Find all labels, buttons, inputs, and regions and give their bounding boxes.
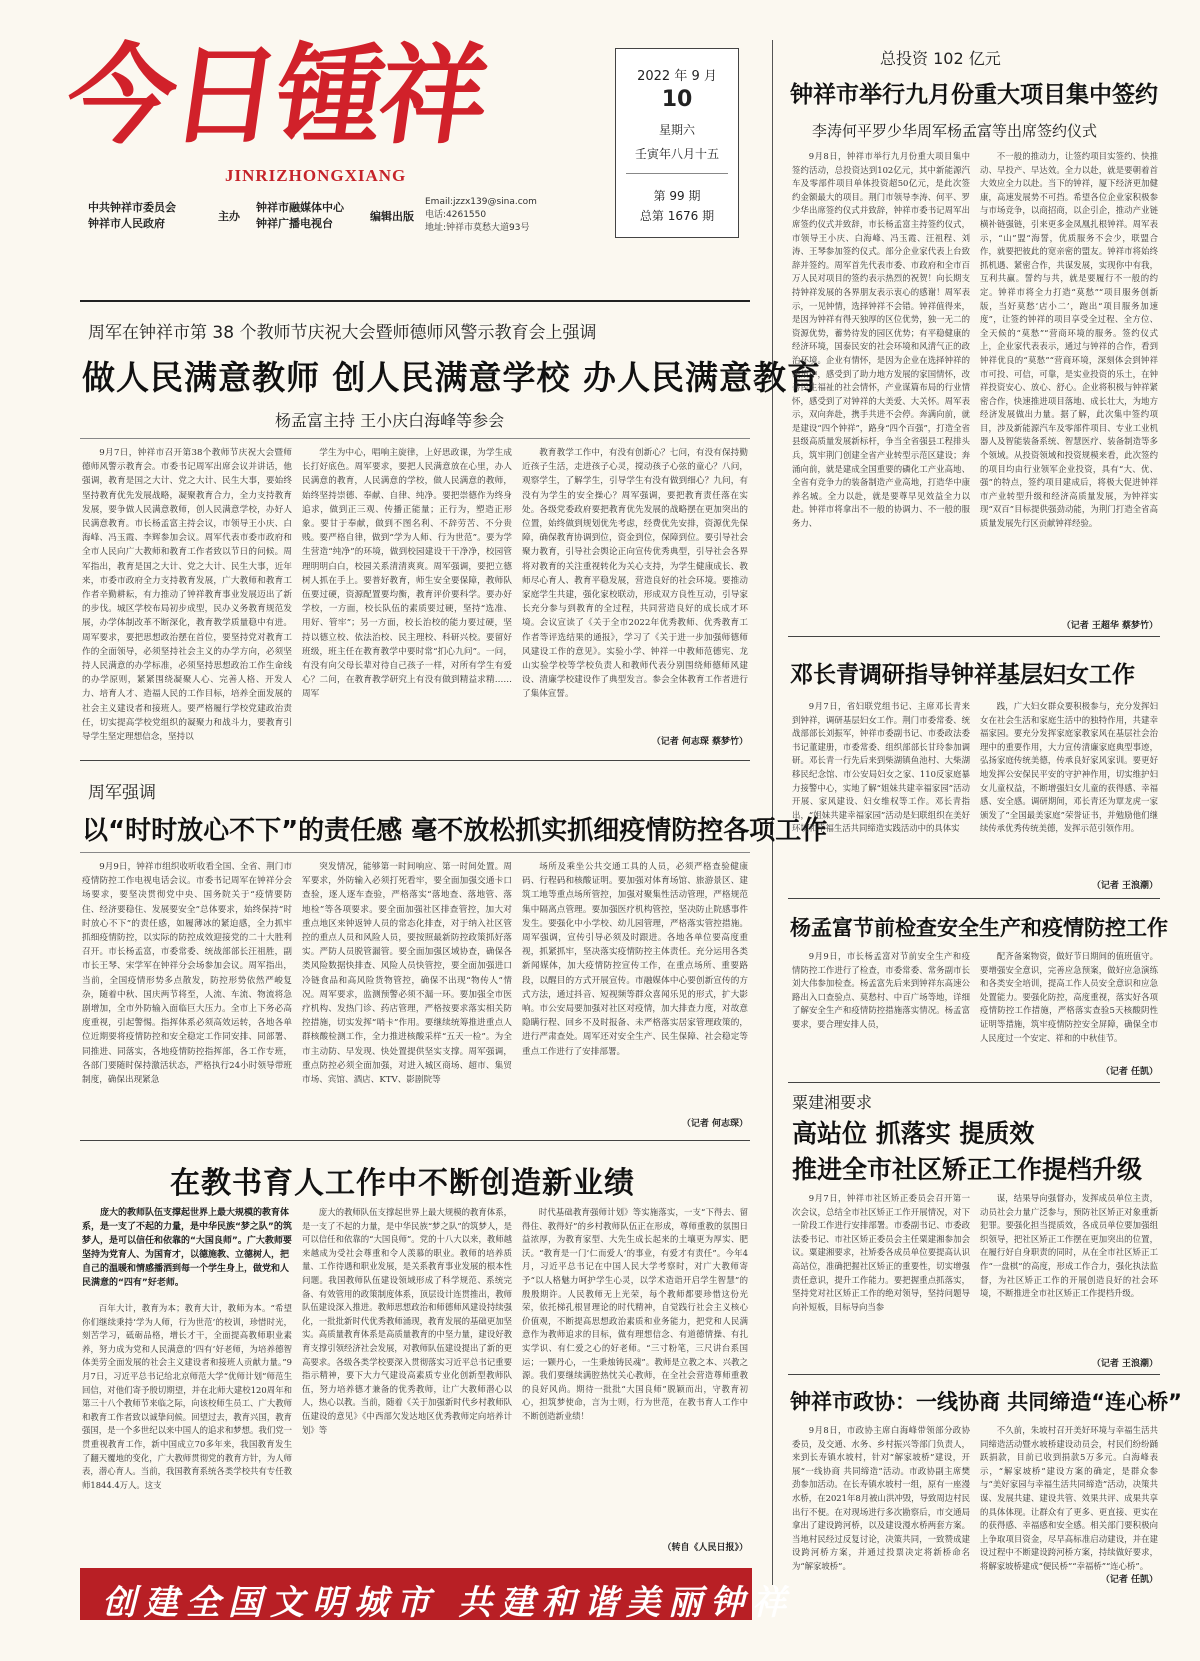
date-day: 10 [661,87,693,112]
date-box [615,48,739,238]
article-3-credit: （转自《人民日报》） [662,1543,748,1553]
sponsor-block [88,200,176,232]
article-2-bottom-rule [80,1140,750,1141]
article-2-headline: 以“时时放心不下”的责任感 毫不放松抓实抓细疫情防控各项工作 [82,816,828,846]
right-1-kicker: 总投资 102 亿元 [880,49,1001,68]
sponsor-party: 中共钟祥市委员会 [88,201,176,214]
article-1-col-3: 教育教学工作中，有没有创新心？七问，有没有保持勤近孩子生活，走进孩子心灵，搅动孩子心弦的童心？八问，观察学生，了解学生，引导学生有没有做到细心？九问，有没有为学生的安全操心？周军强调，要把教育责任落在实处。各级党委政府要把教育优先发展的战略摆在更加突出的位置，始终做到规划优先考虑，经费优先安排，资源优先保障，确保教育协调到位，资金到位，保障到位。要引导社会聚力教育，引导社会舆论正向宣传优秀典型，引导社会各界将对教育的关注重视转化为关心支持，为学生健康成长、教师尽心育人、教育平稳发展，营造良好的社会环境。要推动家庭学生共建，强化家校联动，形成双方良性互动，引导家长充分参与到教育的全过程，共同营造良好的成长成才环境。会议宣读了《关于全市2022年优秀教师、优秀教育工作者等评选结果的通报》，学习了《关于进一步加强师德师风建设工作的意见》。实验小学、钟祥一中教师范德宪、龙山实验学校等学校负责人和教师代表分别围绕师德师风建设、清廉学校建设作了典型发言。参会全体教育工作者进行了集体宣誓。 [522,448,748,700]
date-issue: 第 99 期 [653,189,701,203]
article-1-kicker: 周军在钟祥市第 38 个教师节庆祝大会暨师德师风警示教育会上强调 [88,323,597,343]
right-1-subhead: 李涛何平罗少华周军杨孟富等出席签约仪式 [812,122,1098,140]
contact-email: Email:jzzx139@sina.com [425,197,537,207]
masthead-rule [80,300,750,302]
right-2-col-2: 践，广大妇女群众要积极参与，充分发挥妇女在社会生活和家庭生活中的独特作用，共建幸福家园。要充分发挥家庭家教家风在基层社会治理中的重要作用，大力宣传清廉家庭典型事迹，弘扬家庭传统美德，传承良好家风家训。要更好地发挥公安保民平安的守护神作用，切实维护妇女儿童权益，不断增强妇女儿童的获得感、幸福感、安全感。调研期间，邓长青还为覃龙虎一家颁发了“全国最美家庭”荣誉证书，并勉励他们继续传承优秀传统美德，发挥示范引领作用。 [980,701,1158,834]
right-4-col-2: 谋，结果导向强督办，发挥成员单位主责，动员社会力量广泛参与，预防社区矫正对象重新犯罪。要强化担当提质效，各成员单位要加强组织领导，把社区矫正工作摆在更加突出的位置，在履行好自身职责的同时，从在全市社区矫正工作“一盘棋”的高度，形成工作合力，强化执法监督，为社区矫正工作的开展创造良好的社会环境，不断推进全市社区矫正工作提档升级。 [980,1193,1158,1299]
article-2-col-1: 9月9日，钟祥市组织收听收看全国、全省、荆门市疫情防控工作电视电话会议。市委书记周军在钟祥分会场要求，要坚决贯彻党中央、国务院关于“疫情要防住、经济要稳住、发展要安全”总体要求，始终保持“时时放心不下”的责任感，如履薄冰的紧迫感，全力抓牢抓细疫情防控，以实际的防控成效迎接党的二十大胜利召开。市长杨孟富，市委常委、统战部部长汪祖胜，副市长王琴、宋学军在钟祥分会场参加会议。周军指出，当前，全国疫情形势多点散发，防控形势依然严峻复杂，随着中秋、国庆两节将至，人流、车流、物流将急剧增加，全市外防输入面临巨大压力。全市上下务必高度重视，引起警惕。指挥体系必须高效运转，各地各单位近期要将疫情防控和安全稳定工作同安排、同部署、同推进、同落实，各地疫情防控指挥部，各工作专班，各部门要随时保持激活状态，严格执行24小时领导带班制度，确保出现紧急 [82,862,292,1086]
article-3-lead: 庞大的教师队伍支撑起世界上最大规模的教育体系，是一支了不起的力量，是中华民族“梦之队”的筑梦人，是可以信任和依靠的“大国良师”。广大教师要坚持为党育人、为国育才，以德施教、立德树人，把自己的温暖和情感播洒到每一个学生身上，做党和人民满意的“四有”好老师。 [82,1208,292,1288]
article-1-bottom-rule [80,760,750,761]
article-1-headline: 做人民满意教师 创人民满意学校 办人民满意教育 [82,358,821,397]
right-3-bottom-rule [788,1082,1160,1083]
right-2-bottom-rule [788,898,1160,899]
article-1-col-2: 学生为中心，唱响主旋律，上好思政课，为学生成长打好底色。周军要求，要把人民满意放在心里，办人民满意的教育，人民满意的学校，做人民满意的教师，始终坚持崇德、奉献、自律、纯净。要把崇德作为终身追求，做到正三观、传播正能量；正行为，塑造正形象。要甘于奉献，做到不图名利、不辞劳苦、不分贵贱。要严格自律，做到“学为人师、行为世范”。要为学生营造“纯净”的环境，做到校园建设干干净净，校园管理明明白白，校园关系清清爽爽。周军强调，要把立德树人抓在手上。要普好教育，师生安全要保障，教师队伍要过硬，资源配置要均衡，教育评价要科学。要办好学校，一方面，校长队伍的素质要过硬，坚持“选准、用好、管牢”；另一方面，校长治校的能力要过硬，坚持以德立校、依法治校、民主理校、科研兴校。要留好班级，班主任在教育教学中要时常“扪心九问”。一问，有没有向父母长辈对待自己孩子一样，对所有学生有爱心？二问，在教育教学研究上有没有做到精益求精……周军 [302,448,512,700]
contact-block [425,196,537,235]
article-1-col-1: 9月7日，钟祥市召开第38个教师节庆祝大会暨师德师风警示教育会。市委书记周军出席会议并讲话，他强调，教育是国之大计、党之大计、民生大事，要始终坚持教育优先发展战略，凝聚教育合力，全力支持教育发展，要争做人民满意教师，创人民满意学校，办好人民满意教育。市长杨孟富主持会议，市领导王小庆、白海峰、冯玉霞、李辉参加会议。周军代表市委市政府和全市人民向广大教师和教育工作者致以节日的问候。周军指出，教育是国之大计、党之大计、民生大事，近年来，市委市政府全力支持教育发展，广大教师和教育工作者辛勤耕耘，有力推动了钟祥教育事业发展迈出了新的步伐。城区学校布局初步成型，民办义务教育规范发展，办学体制改革不断深化，教育教学质量稳中有进。周军要求，要把思想政治摆在首位，要坚持党对教育工作的全面领导，必须坚持社会主义的办学方向，必须坚持人民满意的办学标准，必须坚持思想政治工作生命线的办学原则，紧紧围绕凝聚人心、完善人格、开发人力、培育人才、造福人民的工作目标，培养全面发展的社会主义建设者和接班人。要严格履行学校党建政治责任，切实提高学校党组织的凝聚力和战斗力，要教育引导学生坚定理想信念，坚持以 [82,448,292,743]
article-3-col-3: 时代基础教育强师计划》等实施落实，一支“下得去、留得住、教得好”的乡村教师队伍正在形成，尊师重教的氛围日益浓厚，为教育家型、大先生成长起来的土壤更为厚实、肥沃。“教育是一门‘仁而爱人’的事业，有爱才有责任”。今年4月，习近平总书记在中国人民大学考察时，对广大教师寄予“以人格魅力呵护学生心灵，以学术造诣开启学生智慧”的殷殷期许。人民教师无上光荣，每个教师都要珍惜这份光荣，依托梯孔根冒理论的时代精神，自觉践行社会主义核心价值观，不断提高思想政治素质和业务能力，把党和人民满意作为教师追求的目标，做有理想信念、有道德情操、有扎实学识、有仁爱之心的好老师。“三寸粉笔，三尺讲台系国运；一颗丹心，一生秉烛铸民魂”。教师是立教之本、兴教之源。我们要继续满腔热忱关心教师，在全社会营造尊师重教的良好风尚。期待一批批“大国良师”脱颖而出，守教育初心，担筑梦使命，言为士则，行为世范，在教书育人工作中不断创造新业绩！ [522,1207,748,1421]
right-3-col-2: 配齐备案物资，做好节日期间的值班值守。要增强安全意识，完善应急预案，做好应急演练和各类安全培训，提高工作人员安全意识和应急处置能力。要强化防控，高度重视，落实好各项疫情防控工作措施，严格落实查验5天核酸阴性证明等措施，筑牢疫情防控安全屏障，确保全市人民度过一个安定、祥和的中秋佳节。 [980,951,1158,1043]
right-4-credit: （记者 王浪潮） [1091,1359,1158,1369]
footer-slogan-2: 共建和谐美丽钟祥 [458,1583,794,1623]
right-5-col-1: 9月8日，市政协主席白海峰带领部分政协委员，及交通、水务、乡村振兴等部门负责人，来到长寿镇水坡村，针对“解家坡桥”建设，开展“一线协商 共同缔造”活动。市政协副主席樊劲参加活动。在长寿镇水坡村一组，原有一座漫水桥，在2021年8月被山洪冲毁，导致周边村民出行不便。在对现场进行多次勘察后，市交通局拿出了建设跨河桥，以及建设漫水桥两套方案。当地村民经过反复讨论，决策共同，一致赞成建设跨河桥方案，并通过投票决定将新桥命名为“解家坡桥”。 [792,1425,970,1571]
right-5-headline: 钟祥市政协：一线协商 共同缔造“连心桥” [790,1390,1182,1414]
right-4-headline-1: 高站位 抓落实 提质效 [792,1119,1035,1148]
right-1-col-2: 不一般的推动力，让签约项目实签约、快推动、早投产、早达效。全力以赴，就是要朝着首大效应全力以赴。当下的钟祥，厦下经济更加健康，高速发展势不可挡。希望各位企业家积极参与市场竞争，以商招商，以企引企，推动产业链横补链强链，引来更多金凤凰扎根钟祥。周军表示，“山”盟“海誓，优质服务不会少，联盟合作，就要把彼此的宽亲密的盟友。钟祥市将始终抓机遇、紧密合作，共谋发展，实现你中有我，互利共赢。誓约与共，就是要履行不一般的约定。钟祥市将全力打造“莫愁”“项目服务创新版，当好莫愁‘店小二’，跑出“项目服务加速度”，让签约钟祥的项目享受全过程、全方位、全天候的“莫愁”“营商环境的服务。签约仪式上，企业家代表表示，通过与钟祥的合作，看到钟祥优良的“莫愁”“营商环境，深刻体会到钟祥市可投、可信，可靠，是实业投资的乐土，在钟祥投资安心、放心、舒心。企业将积极与钟祥紧密合作，快速推进项目落地、成长壮大，为地方经济发展做出力量。据了解，此次集中签约项目，涉及新能源汽车及零部件项目、专业工业机器人及智能装备系统、智慧医疗、装备制造等多个领域。从投资领域和投资规模来看，此次签约的项目均由行业领军企业投资，具有“大、优、强”的特点，签约项目建成后，将极大促进钟祥市产业转型升级和经济高质量发展，为钟祥实现“双百”目标提供强劲动能，为荆门打造全省高质量发展先行区贡献钟祥经验。 [980,151,1158,529]
masthead-pinyin: JINRIZHONGXIANG [225,166,407,185]
article-2-col-3: 场所及乘坐公共交通工具的人员，必须严格查验健康码、行程码和核酸证明。要加强对体育场馆、旅游景区、建筑工地等重点场所管控，加强对聚集性活动管理，严格规范集中隔离点管理。要加强医疗机构管控，坚决防止院感事件发生。要强化中小学校、幼儿园管理，严格落实管控措施。周军强调，宣传引导必须及时跟进。各地各单位要高度重视，抓紧抓牢，坚决落实疫情防控主体责任。充分运用各类新闻媒体，加大疫情防控宣传工作，在重点场所、重要路段，以醒目的方式开展宣传。市融媒体中心要创新宣传的方式方法，通过抖音、短视频等群众喜闻乐见的形式，扩大影响。市公安局要加强对社区对疫情，加大排查力度，对故意隐瞒行程、回乡不及时报备、未严格落实居家管理政策的，进行严肃查处。周军还对安全生产、民生保障、社会稳定等重点工作进行了安排部署。 [522,862,748,1057]
article-2-col-2: 突发情况，能够第一时间响应、第一时间处置。周军要求，外防输入必须打死看牢，要全面加强交通卡口查验，逐人逐车查验，严格落实“落地查、落地管、落地检”等各项要求。要全面加强社区排查管控，加大对重点地区来钟返钟人员的常态化排查，对于纳入社区管控的重点人员和风险人员，要按照最新防控政策抓好落实。严防人员脱管漏管。要全面加强区域协查，确保各类风险数据快排查、风险人员快管控，要全面加强进口冷链食品和高风险货物管控，确保不出现“物传人”情况。周军要求，监测预警必须不漏一环。要加强全市医疗机构、发热门诊、药店管理，严格按要求落实相关防控措施，切实发挥“哨卡”作用。要继续统筹推进重点人群核酸检测工作，全力推进核酸采样“五天一检”。为全市主动防、早发现、快处置提供坚实支撑。周军强调，重点防控必须全面加强，对进入城区商场、超市、集贸市场、宾馆、酒店、KTV、影剧院等 [302,862,512,1086]
right-1-bottom-rule [788,636,1160,637]
right-4-col-1: 9月7日，钟祥市社区矫正委员会召开第一次会议，总结全市社区矫正工作开展情况，对下一阶段工作进行安排部署。市委副书记、市委政法委书记、市社区矫正委员会主任粟建湘参加会议。粟建湘要求，社矫委各成员单位要提高认识高站位，准确把握社区矫正的重要性，切实增强责任意识，提升工作能力。要把握重点抓落实，坚持党对社区矫正工作的绝对领导，坚持问题导向补短板，目标导向当参 [792,1193,970,1312]
right-2-headline: 邓长青调研指导钟祥基层妇女工作 [790,662,1135,688]
article-1-subhead: 杨孟富主持 王小庆白海峰等参会 [275,411,505,430]
right-4-headline-2: 推进全市社区矫正工作提档升级 [792,1155,1143,1184]
article-1-credit: （记者 何志琛 蔡梦竹） [651,737,748,747]
right-3-credit: （记者 任凯） [1100,1067,1158,1077]
right-1-credit: （记者 王超华 蔡梦竹） [1061,621,1158,631]
article-2-kicker: 周军强调 [88,783,156,803]
sponsor-role: 主办 [218,210,240,223]
date-divider [626,173,728,174]
article-3-headline: 在教书育人工作中不断创造新业绩 [170,1166,635,1201]
masthead-logo: 今日锺祥 [59,33,493,159]
article-3-col-1: 百年大计，教育为本；教育大计，教师为本。“希望你们继续秉持‘学为人师，行为世范’的校训，珍惜时光，刻苦学习，砥砺品格，增长才干，全面提高教师职业素养，努力成为党和人民满意的‘四有’好老师，为培养德智体美劳全面发展的社会主义建设者和接班人贡献力量。”9月7日，习近平总书记给北京师范大学“优师计划”师范生回信，对他们寄予殷切期望，并在北师大建校120周年和第三十八个教师节来临之际，向该校师生员工、广大教师和教育工作者致以诚挚问候。回望过去，教育兴国，教育强国，是一个多世纪以来中国人的追求和梦想。我们党一贯重视教育工作，新中国成立70多年来，我国教育发生了翻天覆地的变化，广大教师贯彻党的教育方针，为人师表，潜心育人。当前，我国教育系统各类学校共有专任教师1844.4万人。这支 [82,1303,292,1490]
right-3-col-1: 9月9日，市长杨孟富对节前安全生产和疫情防控工作进行了检查，市委常委、常务副市长刘大伟参加检查。杨孟富先后来到钟祥东高速公路出入口查验点、莫愁村、中百广场等地，详细了解安全生产和疫情防控措施落实情况。杨孟富要求，要合理安排人员， [792,951,970,1029]
publisher-block [256,200,344,232]
publisher-tv: 钟祥广播电视台 [256,217,333,230]
date-year-month: 2022 年 9 月 [637,69,717,84]
footer-slogan-1: 创建全国文明城市 [102,1583,438,1623]
article-2-rule [80,852,750,853]
right-4-kicker: 粟建湘要求 [792,1093,873,1112]
publisher-role: 编辑出版 [370,210,414,223]
sponsor-gov: 钟祥市人民政府 [88,217,165,230]
footer-banner [80,1568,794,1623]
date-weekday: 星期六 [658,123,695,137]
article-3-col-2: 庞大的教师队伍支撑起世界上最大规模的教育体系，是一支了不起的力量，是中华民族“梦之队”的筑梦人，是可以信任和依靠的“大国良师”。党的十八大以来，教师越来越成为受社会尊重和令人羡慕的职业。教师的培养质量、工作待遇和职业发展，是关系教育事业发展的根本性问题。我国教师队伍建设领域形成了科学规范、系统完备、有效管用的政策制度体系，顶层设计连贯推出，教师队伍建设深入推进。教师思想政治和师德师风建设持续强化，一批批新时代优秀教师涌现，教育发展的基础更加坚实。高质量教育体系是高质量教育的中坚力量，建设好教育支撑引领经济社会发展，对教师队伍建设提出了新的更高要求。各级各类学校要深入贯彻落实习近平总书记重要指示精神，要下大力气建设高素质专业化创新型教师队伍，努力培养德才兼备的优秀教师，让广大教师潜心以人，热心以教。当前，随着《关于加强新时代乡村教师队伍建设的意见》《中西部欠发达地区优秀教师定向培养计划》等 [302,1207,512,1435]
contact-phone: 电话:4261550 [425,210,487,220]
right-2-credit: （记者 王浪潮） [1091,881,1158,891]
right-3-headline: 杨孟富节前检查安全生产和疫情防控工作 [790,916,1168,940]
contact-address: 地址:钟祥市莫愁大道93号 [425,223,530,233]
date-lunar: 壬寅年八月十五 [634,147,719,161]
article-1-rule [80,438,750,439]
right-1-col-1: 9月8日，钟祥市举行九月份重大项目集中签约活动，总投资达到102亿元，其中新能源汽车及零部件项目单体投资超50亿元，是此次签约金额最大的项目。荆门市领导李涛、何平、罗少华出席签约仪式并致辞，钟祥市委书记周军出席签约仪式并致辞，市长杨孟富主持签约仪式，市领导王小庆、白海峰、冯玉霞、汪祖程、刘涛、王琴参加签约仪式。部分企业家代表上台致辞并签约。周军首先代表市委、市政府和全市百万人民对项目的签约表示热烈的祝贺！向长期支持钟祥发展的各界朋友表示衷心的感谢！周军表示，一见钟情，选择钟祥不会错。钟祥值得来，是因为钟祥有得天独厚的区位优势，独一无二的资源优势，蓄势待发的园区优势；有平稳健康的经济环境，国泰民安的社会环境和风清气正的政治环境。企业有情怀，是因为企业在选择钟祥的决策中，感受到了助力地方发展的家国情怀，改善民生福祉的社会情怀，产业谋篇布局的行业情怀，感受到了对钟祥的大美爱、大关怀。周军表示，双向奔赴，携手共进不会停。奔满向前，就是建设“四个钟祥”，路身“四个百强”，打造全省县级高质量发展新标杆，争当全省强县工程排头兵，筑牢荆门创建全省产业转型示范区建设；奔涌向前，就是建成全国重要的磷化工产业高地、全省有竞争力的装备制造产业高地，打造华中康养名城。全力以赴，就是要尊早见效益全力以赴。钟祥市将拿出不一般的协调力、不一般的服务力、 [792,151,970,529]
right-4-bottom-rule [788,1374,1160,1375]
date-total-issue: 总第 1676 期 [639,209,715,223]
article-2-credit: （记者 何志琛） [681,1119,748,1129]
publisher-media: 钟祥市融媒体中心 [256,201,344,214]
right-5-credit: （记者 任凯） [1100,1575,1158,1585]
right-2-col-1: 9月7日，省妇联党组书记、主席邓长青来到钟祥，调研基层妇女工作。荆门市委常委、统战部部长刘振军，钟祥市委副书记、市委政法委书记董建册，市委常委、组织部部长甘玲参加调研。邓长青一行先后来到柴湖镇鱼池村、大柴湖移民纪念馆、市公安局妇女之家、110反家庭暴力接警中心，实地了解“姐妹共建幸福家园”活动开展、家风建设、妇女维权等工作。邓长青指出，“姐妹共建幸福家园”活动是妇联组织在美好环境和幸福生活共同缔造实践活动中的具体实 [792,701,970,834]
right-1-headline: 钟祥市举行九月份重大项目集中签约 [790,82,1158,108]
right-5-col-2: 不久前，朱坡村召开美好环境与幸福生活共同缔造活动暨水坡桥建设动员会，村民们纷纷踊跃捐款，目前已收到捐款5万多元。白海峰表示，“解家坡桥”建设方案的确定，是群众参与“美好家园与幸福生活共同缔造”活动，决策共谋、发展共建、建设共管、效果共评、成果共享的具体体现。让群众有了更多、更直接、更实在的获得感、幸福感和安全感。相关部门要积极向上争取项目资金，尽早高标准启动建设，并在建设过程中不断建设跨河桥方案，持续做好要求，将解家坡桥建成“便民桥”“幸福桥”“连心桥”。 [980,1425,1158,1571]
